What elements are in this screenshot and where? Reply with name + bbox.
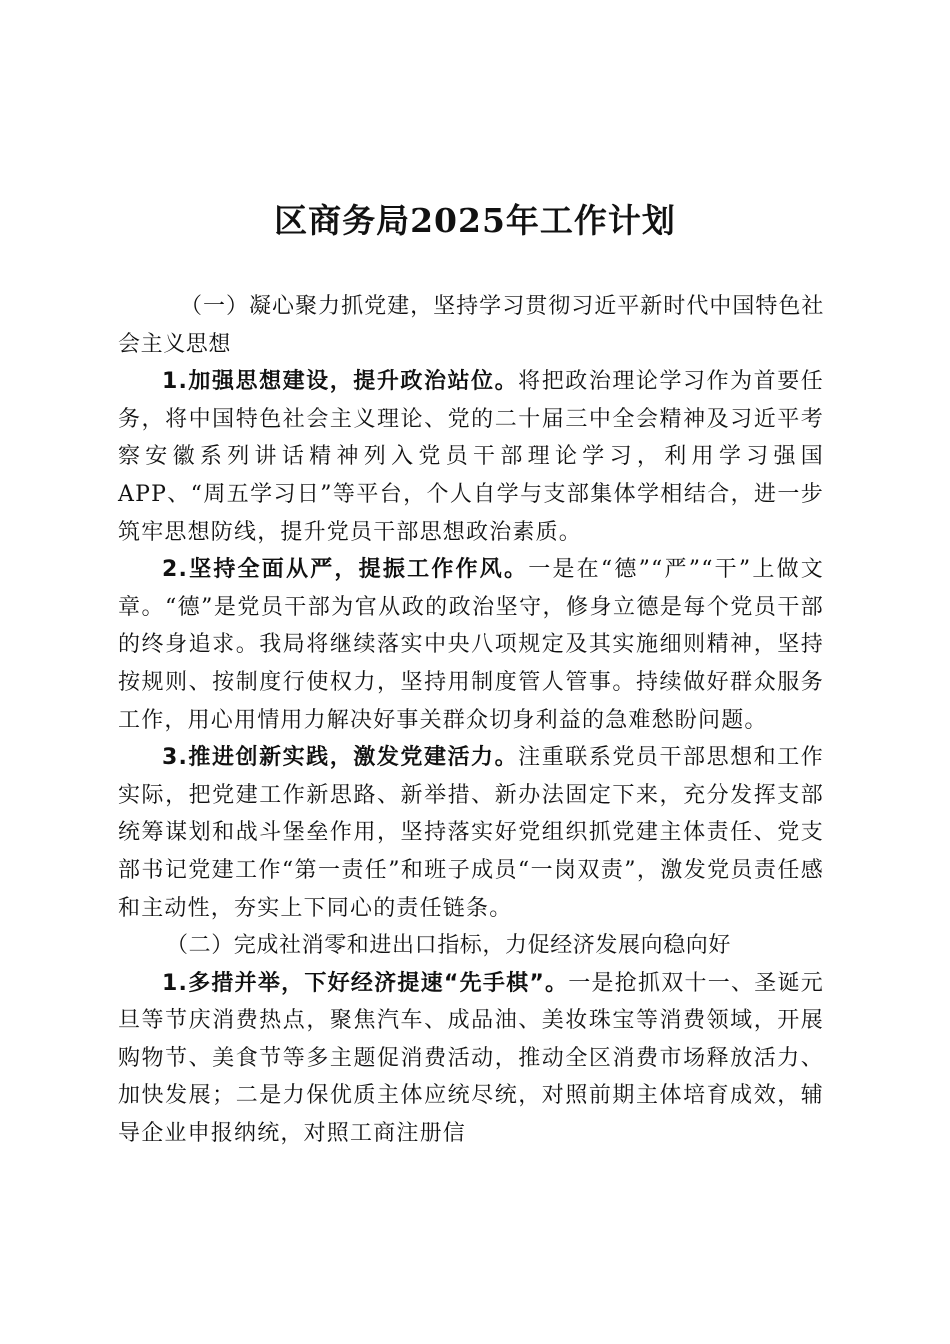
- paragraph-lead: 3.推进创新实践，激发党建活力。: [162, 745, 519, 771]
- paragraph-text: 一是在“德”“严”“干”上做文章。“德”是党员干部为官从政的政治坚守，修身立德是每个党员干部的终身追求。我局将继续落实中央八项规定及其实施细则精神，坚持按规则、按制度行使权力，坚持用制度管人管事。持续做好群众服务工作，用心用情用力解决好事关群众切身利益的急难愁盼问题。: [118, 557, 825, 733]
- paragraph-text: 一是抢抓双十一、圣诞元旦等节庆消费热点，聚焦汽车、成品油、美妆珠宝等消费领域，开展购物节、美食节等多主题促消费活动，推动全区消费市场释放活力、加快发展；二是力保优质主体应统尽统，对照前期主体培育成效，辅导企业申报纳统，对照工商注册信: [118, 970, 825, 1147]
- paragraph-2-1: [118, 965, 824, 1153]
- paragraph-text: 将把政治理论学习作为首要任务，将中国特色社会主义理论、党的二十届三中全会精神及习近平考察安徽系列讲话精神列入党员干部理论学习，利用学习强国APP、“周五学习日”等平台，个人自学与支部集体学相结合，进一步筑牢思想防线，提升党员干部思想政治素质。: [118, 369, 824, 545]
- section-heading-1: （一）凝心聚力抓党建，坚持学习贯彻习近平新时代中国特色社会主义思想: [118, 294, 824, 357]
- paragraph-1-1: [118, 363, 824, 551]
- section-heading-2: （二）完成社消零和进出口指标，力促经济发展向稳向好: [166, 933, 732, 959]
- paragraph-1-3: [118, 739, 824, 927]
- page-title: 区商务局2025年工作计划: [274, 201, 676, 240]
- paragraph-1-2: [118, 551, 824, 739]
- paragraph-lead: 1.多措并举，下好经济提速“先手棋”。: [162, 970, 569, 996]
- paragraph-lead: 1.加强思想建设，提升政治站位。: [162, 369, 519, 395]
- document-body: [118, 288, 824, 1153]
- paragraph-lead: 2.坚持全面从严，提振工作作风。: [162, 557, 529, 583]
- paragraph-text: 注重联系党员干部思想和工作实际，把党建工作新思路、新举措、新办法固定下来，充分发挥支部统筹谋划和战斗堡垒作用，坚持落实好党组织抓党建主体责任、党支部书记党建工作“第一责任”和班子成员“一岗双责”，激发党员责任感和主动性，夯实上下同心的责任链条。: [118, 745, 824, 921]
